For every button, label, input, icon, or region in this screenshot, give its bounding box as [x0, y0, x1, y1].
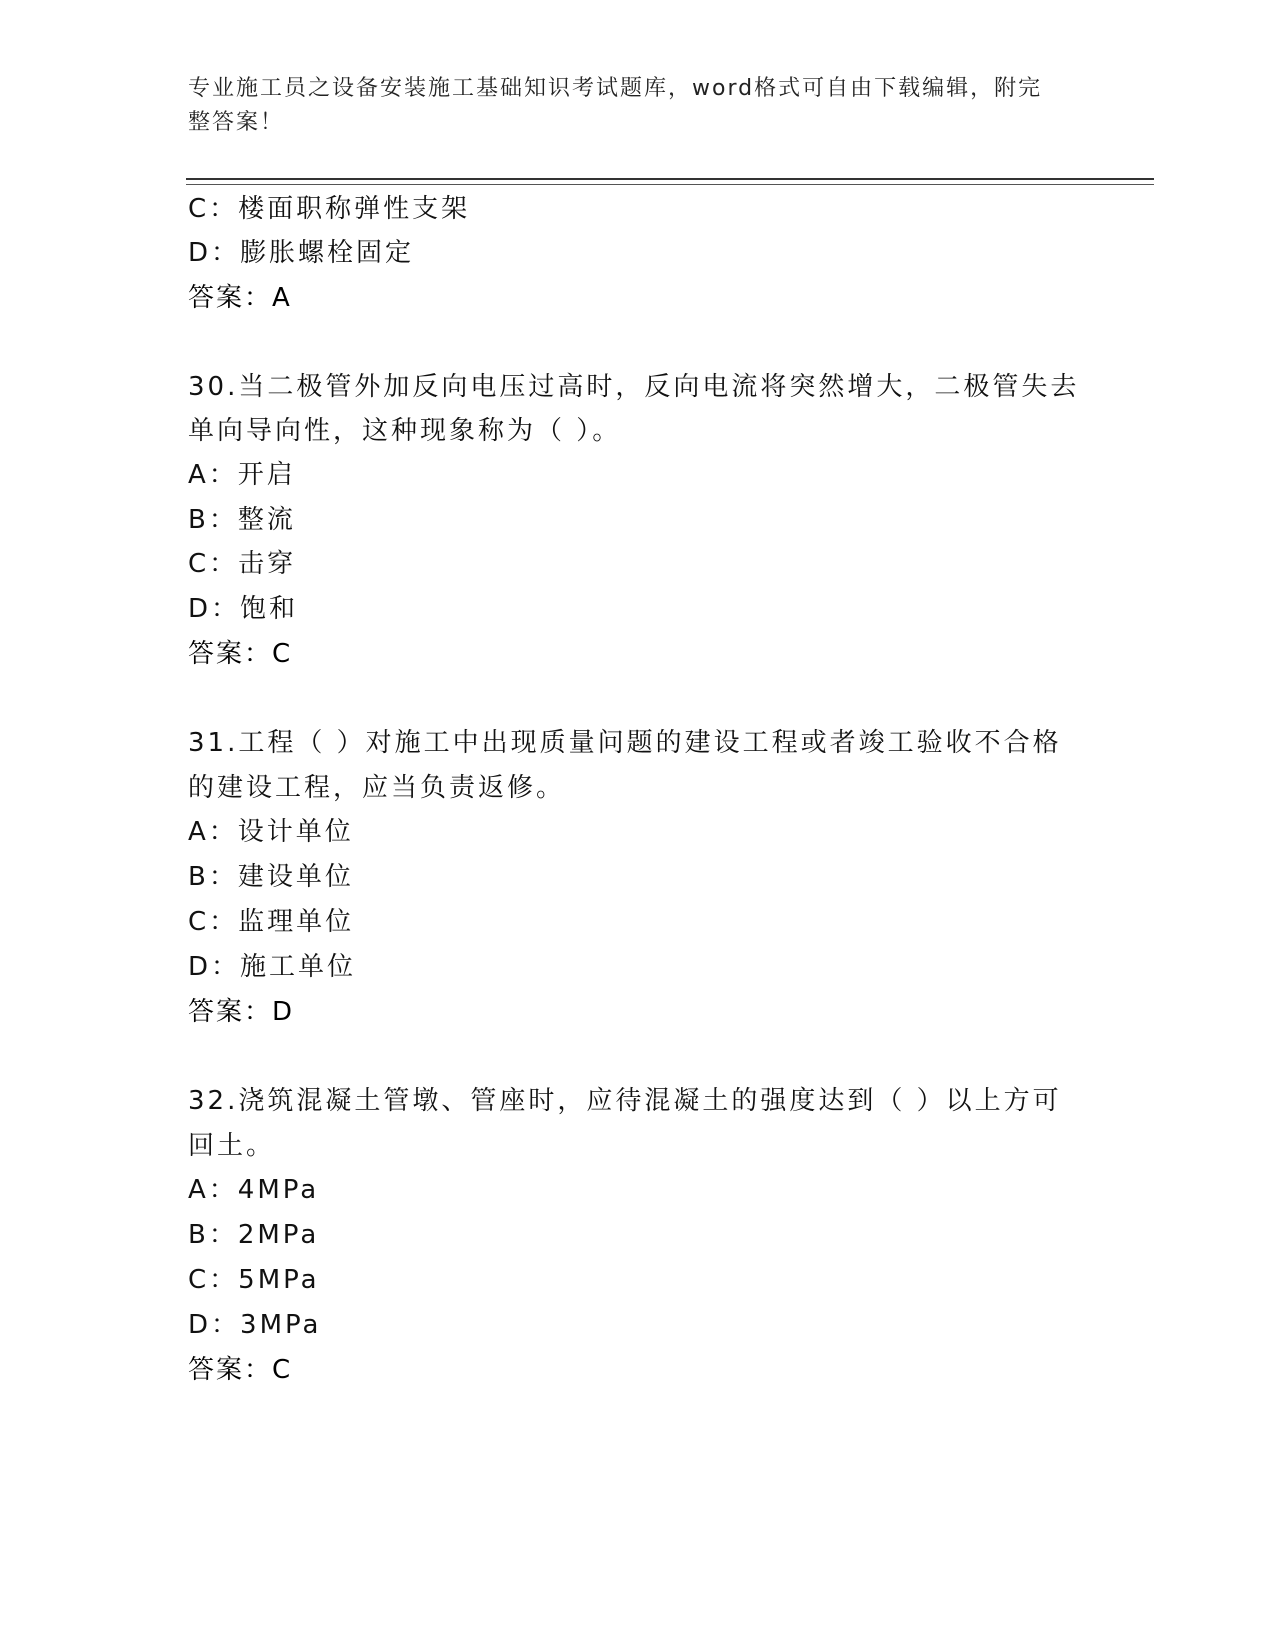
q30-stem-line-2: 单向导向性，这种现象称为（ ）。	[188, 416, 622, 446]
q30-option-d: D：饱和	[188, 594, 299, 624]
document-header	[188, 72, 1068, 140]
q31-option-c: C：监理单位	[188, 907, 355, 937]
q31-stem-line-1: 31.工程（ ）对施工中出现质量问题的建设工程或者竣工验收不合格	[188, 728, 1062, 758]
q32-option-c: C：5MPa	[188, 1265, 320, 1295]
q30-option-c: C：击穿	[188, 549, 297, 579]
q31-option-b: B：建设单位	[188, 862, 354, 892]
q31-option-d: D：施工单位	[188, 952, 357, 982]
q31-answer: 答案：D	[188, 997, 295, 1027]
q29-answer: 答案：A	[188, 283, 292, 313]
q30-option-a: A：开启	[188, 460, 296, 490]
q32-stem-line-1: 32.浇筑混凝土管墩、管座时，应待混凝土的强度达到（ ）以上方可	[188, 1086, 1062, 1116]
q32-option-b: B：2MPa	[188, 1220, 320, 1250]
header-divider-thick	[186, 178, 1154, 180]
q30-option-b: B：整流	[188, 505, 296, 535]
q32-option-a: A：4MPa	[188, 1175, 320, 1205]
q31-option-a: A：设计单位	[188, 817, 354, 847]
q31-stem-line-2: 的建设工程，应当负责返修。	[188, 773, 566, 803]
q32-answer: 答案：C	[188, 1355, 293, 1385]
q30-answer: 答案：C	[188, 639, 293, 669]
header-divider-thin	[186, 184, 1154, 185]
q29-option-c: C：楼面职称弹性支架	[188, 194, 471, 224]
q32-stem-line-2: 回土。	[188, 1131, 276, 1161]
header-line-1: 专业施工员之设备安装施工基础知识考试题库，word格式可自由下载编辑，附完	[188, 76, 1043, 101]
q30-stem-line-1: 30.当二极管外加反向电压过高时，反向电流将突然增大，二极管失去	[188, 372, 1080, 402]
q32-option-d: D：3MPa	[188, 1310, 322, 1340]
header-line-2: 整答案！	[188, 110, 285, 135]
q29-option-d: D：膨胀螺栓固定	[188, 238, 415, 268]
